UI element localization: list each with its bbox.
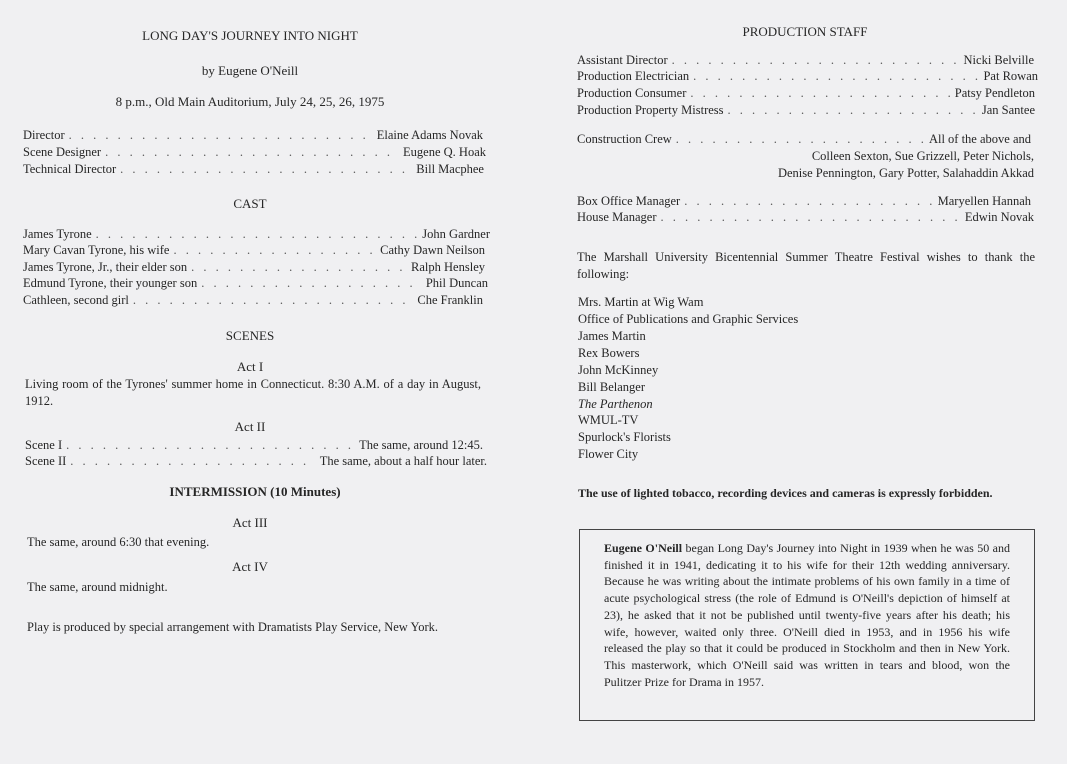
thanks-item: Flower City bbox=[578, 447, 639, 461]
staff-name: Jan Santee bbox=[981, 103, 1035, 117]
construction-crew-names: Denise Pennington, Gary Potter, Salahaddin Akkad bbox=[777, 166, 1034, 180]
cast-role: Mary Cavan Tyrone, his wife bbox=[23, 243, 170, 257]
cast-row bbox=[23, 259, 485, 276]
thanks-item: James Martin bbox=[578, 329, 646, 343]
staff-name: All of the above and bbox=[928, 132, 1031, 146]
act-3-description: The same, around 6:30 that evening. bbox=[27, 535, 210, 549]
cast-name: John Gardner bbox=[422, 227, 490, 241]
act-3-heading: Act III bbox=[232, 515, 268, 530]
cast-role: Cathleen, second girl bbox=[23, 293, 129, 307]
staff-name: Maryellen Hannah bbox=[937, 194, 1031, 208]
thanks-item: WMUL-TV bbox=[578, 413, 639, 427]
cast-row bbox=[23, 275, 488, 292]
thanks-item: Office of Publications and Graphic Services bbox=[578, 312, 799, 326]
staff-role: Production Consumer bbox=[577, 86, 687, 100]
cast-row bbox=[23, 292, 483, 309]
staff-name: Nicki Belville bbox=[963, 53, 1034, 67]
staff-row bbox=[577, 85, 1035, 102]
crew-row-scene-designer bbox=[23, 144, 486, 161]
construction-crew-row bbox=[577, 131, 1031, 148]
act-4-description: The same, around midnight. bbox=[27, 580, 168, 594]
cast-name: Phil Duncan bbox=[425, 276, 488, 290]
act-1-heading: Act I bbox=[236, 359, 264, 374]
staff-role: Construction Crew bbox=[577, 132, 672, 146]
staff-role: House Manager bbox=[577, 210, 657, 224]
intermission-heading: INTERMISSION (10 Minutes) bbox=[169, 484, 341, 499]
thanks-item: Spurlock's Florists bbox=[578, 430, 671, 444]
prohibition-notice: The use of lighted tobacco, recording devices and cameras is expressly forbidden. bbox=[578, 486, 993, 500]
cast-row bbox=[23, 242, 485, 259]
crew-name: Bill Macphee bbox=[416, 162, 484, 176]
author-note-box bbox=[579, 529, 1035, 721]
performance-info: 8 p.m., Old Main Auditorium, July 24, 25, 26, 1975 bbox=[115, 94, 385, 109]
cast-role: James Tyrone, Jr., their elder son bbox=[23, 260, 188, 274]
construction-crew-names: Colleen Sexton, Sue Grizzell, Peter Nichols, bbox=[811, 149, 1034, 163]
scene-text: The same, around 12:45. bbox=[359, 438, 483, 452]
cast-role: James Tyrone bbox=[23, 227, 92, 241]
house-manager-row bbox=[577, 209, 1034, 226]
thanks-item: John McKinney bbox=[578, 363, 659, 377]
crew-role: Technical Director bbox=[23, 162, 117, 176]
production-staff-heading: PRODUCTION STAFF bbox=[742, 24, 868, 39]
author-note bbox=[604, 540, 1010, 690]
scene-label: Scene I bbox=[25, 438, 63, 452]
cast-name: Cathy Dawn Neilson bbox=[380, 243, 485, 257]
cast-role: Edmund Tyrone, their younger son bbox=[23, 276, 198, 290]
staff-name: Edwin Novak bbox=[964, 210, 1034, 224]
act-2-scene-1 bbox=[25, 437, 483, 454]
crew-row-director bbox=[23, 127, 483, 144]
author-line: by Eugene O'Neill bbox=[201, 63, 299, 78]
crew-row-technical-director bbox=[23, 161, 484, 178]
staff-name: Patsy Pendleton bbox=[954, 86, 1035, 100]
crew-role: Scene Designer bbox=[23, 145, 102, 159]
scene-label: Scene II bbox=[25, 454, 67, 468]
cast-name: Che Franklin bbox=[417, 293, 483, 307]
staff-row bbox=[577, 52, 1034, 69]
act-1-description: Living room of the Tyrones' summer home in Connecticut. 8:30 A.M. of a day in August, 1912. bbox=[25, 377, 481, 408]
play-title: LONG DAY'S JOURNEY INTO NIGHT bbox=[142, 28, 358, 43]
act-4-heading: Act IV bbox=[232, 559, 268, 574]
act-2-heading: Act II bbox=[234, 419, 266, 434]
scene-text: The same, about a half hour later. bbox=[319, 454, 487, 468]
staff-row bbox=[577, 102, 1035, 119]
thanks-item: Mrs. Martin at Wig Wam bbox=[578, 295, 704, 309]
staff-name: Pat Rowan bbox=[983, 69, 1038, 83]
crew-name: Elaine Adams Novak bbox=[376, 128, 483, 142]
thanks-intro: The Marshall University Bicentennial Summer Theatre Festival wishes to thank the following: bbox=[577, 250, 1035, 281]
author-note-name: Eugene O'Neill bbox=[604, 541, 683, 555]
thanks-item: Bill Belanger bbox=[578, 380, 645, 394]
staff-role: Production Electrician bbox=[577, 69, 690, 83]
thanks-item: The Parthenon bbox=[578, 397, 653, 411]
cast-heading: CAST bbox=[233, 196, 267, 211]
staff-row bbox=[577, 68, 1038, 85]
act-2-scene-2 bbox=[25, 453, 487, 470]
scenes-heading: SCENES bbox=[225, 328, 275, 343]
crew-name: Eugene Q. Hoak bbox=[403, 145, 486, 159]
staff-role: Box Office Manager bbox=[577, 194, 681, 208]
author-note-body: began Long Day's Journey into Night in 1939 when he was 50 and finished it in 1941, dedicating it to his wife for their 12th wedding anniversary. Because he was writing about the intimate problems of his own family in a time of acute psychological stress (the role of Edmund is O'Neill's depiction of himself at 23), he asked that it not be published until twenty-five years after his death; his wife, however, waited only three. O'Neill died in 1953, and in 1956 his wife released the play so that it could be produced in Stockholm and then in New York. This masterwork, which O'Neill said was written in tears and blood, won the Pulitzer Prize for Drama in 1957. bbox=[604, 541, 1010, 689]
thanks-item: Rex Bowers bbox=[578, 346, 640, 360]
box-office-row bbox=[577, 193, 1031, 210]
crew-role: Director bbox=[23, 128, 65, 142]
staff-role: Assistant Director bbox=[577, 53, 668, 67]
cast-name: Ralph Hensley bbox=[411, 260, 485, 274]
cast-row bbox=[23, 226, 490, 243]
rights-notice: Play is produced by special arrangement with Dramatists Play Service, New York. bbox=[27, 620, 439, 634]
staff-role: Production Property Mistress bbox=[577, 103, 724, 117]
